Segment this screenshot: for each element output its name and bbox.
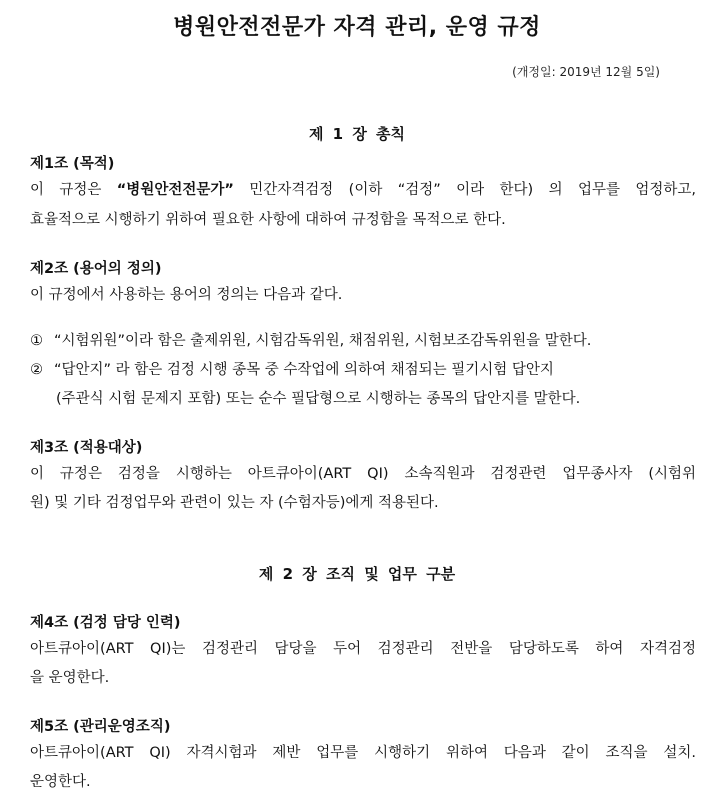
article-1-term: “병원안전전문가” xyxy=(116,182,234,198)
document-title: 병원안전전문가 자격 관리, 운영 규정 xyxy=(173,15,541,40)
article-4-line-2: 을 운영한다. xyxy=(30,670,110,686)
chapter-1-heading: 제 1 장 총칙 xyxy=(308,125,406,143)
article-2-intro: 이 규정에서 사용하는 용어의 정의는 다음과 같다. xyxy=(30,287,343,303)
article-5-line-1: 아트큐아이(ART QI) 자격시험과 제반 업무를 시행하기 위하여 다음과 같이 조직을 설치. xyxy=(30,745,696,761)
article-1-line-2: 효율적으로 시행하기 위하여 필요한 사항에 대하여 규정함을 목적으로 한다. xyxy=(30,212,506,228)
article-2-heading: 제2조 (용어의 정의) xyxy=(30,261,162,277)
article-5-heading: 제5조 (관리운영조직) xyxy=(30,719,171,735)
article-4-heading: 제4조 (검정 담당 인력) xyxy=(30,615,181,631)
article-3-line-1: 이 규정은 검정을 시행하는 아트큐아이(ART QI) 소속직원과 검정관련 업무종사자 (시험위 xyxy=(30,466,696,482)
revision-date: (개정일: 2019년 12월 5일) xyxy=(512,65,660,79)
item-2-number: ② xyxy=(30,362,43,378)
article-1-text-before: 이 규정은 xyxy=(30,182,117,198)
article-3-heading: 제3조 (적용대상) xyxy=(30,440,143,456)
item-1-text: “시험위원”이라 함은 출제위원, 시험감독위원, 채점위원, 시험보조감독위원을 말한다. xyxy=(54,333,592,349)
item-2-text: “답안지” 라 함은 검정 시행 종목 중 수작업에 의하여 채점되는 필기시험 답안지 xyxy=(54,362,554,378)
article-1-heading: 제1조 (목적) xyxy=(30,156,115,172)
chapter-2-heading: 제 2 장 조직 및 업무 구분 xyxy=(258,565,456,583)
item-1-number: ① xyxy=(30,333,43,349)
article-5-line-2: 운영한다. xyxy=(30,774,91,790)
definition-item-2 xyxy=(30,355,696,385)
definition-item-2-continued: (주관식 시험 문제지 포함) 또는 순수 필답형으로 시행하는 종목의 답안지를 말한다. xyxy=(56,391,581,407)
article-1-line-1 xyxy=(30,175,696,205)
definition-item-1 xyxy=(30,326,696,356)
article-3-line-2: 원) 및 기타 검정업무와 관련이 있는 자 (수험자등)에게 적용된다. xyxy=(30,495,439,511)
article-1-text-after: 민간자격검정 (이하 “검정” 이라 한다) 의 업무를 엄정하고, xyxy=(233,182,696,198)
article-4-line-1: 아트큐아이(ART QI)는 검정관리 담당을 두어 검정관리 전반을 담당하도록 하여 자격검정 xyxy=(30,641,696,657)
